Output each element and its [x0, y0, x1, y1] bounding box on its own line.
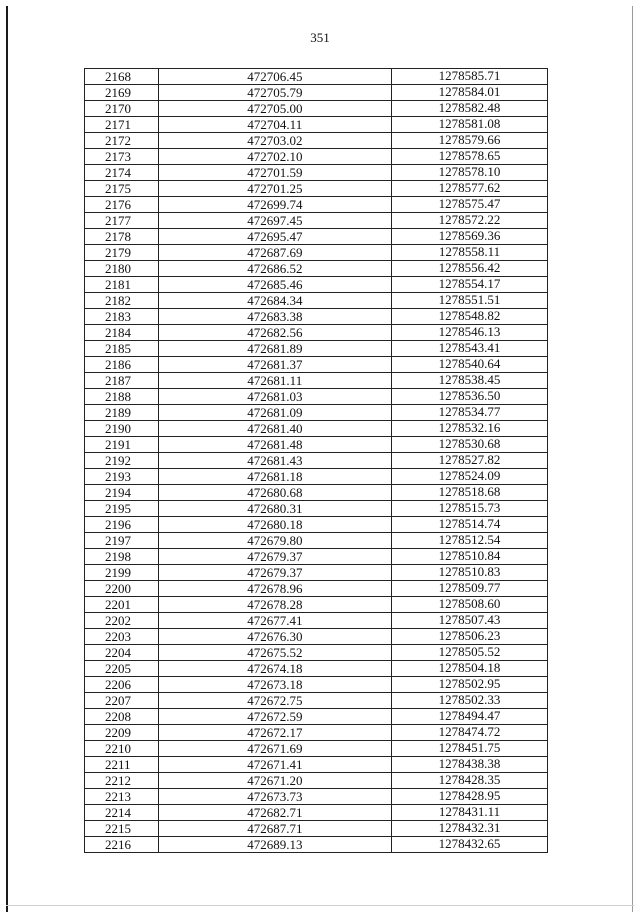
point-number-cell: 2188: [85, 389, 159, 405]
table-row: [85, 229, 548, 245]
table-row: [85, 661, 548, 677]
point-number-cell: 2210: [85, 741, 159, 757]
table-row: [85, 501, 548, 517]
x-coordinate-cell: 472680.18: [158, 517, 391, 533]
y-coordinate-cell: 1278508.60: [391, 597, 547, 613]
point-number-cell: 2181: [85, 277, 159, 293]
y-coordinate-cell: 1278515.73: [391, 501, 547, 517]
x-coordinate-cell: 472672.17: [158, 725, 391, 741]
table-row: [85, 277, 548, 293]
table-row: [85, 245, 548, 261]
point-number-cell: 2200: [85, 581, 159, 597]
y-coordinate-cell: 1278432.65: [391, 837, 547, 853]
table-row: [85, 421, 548, 437]
y-coordinate-cell: 1278524.09: [391, 469, 547, 485]
table-row: [85, 261, 548, 277]
table-row: [85, 677, 548, 693]
x-coordinate-cell: 472674.18: [158, 661, 391, 677]
point-number-cell: 2206: [85, 677, 159, 693]
y-coordinate-cell: 1278512.54: [391, 533, 547, 549]
point-number-cell: 2184: [85, 325, 159, 341]
point-number-cell: 2186: [85, 357, 159, 373]
x-coordinate-cell: 472680.68: [158, 485, 391, 501]
x-coordinate-cell: 472671.20: [158, 773, 391, 789]
point-number-cell: 2202: [85, 613, 159, 629]
y-coordinate-cell: 1278506.23: [391, 629, 547, 645]
table-row: [85, 789, 548, 805]
y-coordinate-cell: 1278510.84: [391, 549, 547, 565]
y-coordinate-cell: 1278554.17: [391, 277, 547, 293]
x-coordinate-cell: 472679.37: [158, 565, 391, 581]
table-row: [85, 117, 548, 133]
y-coordinate-cell: 1278518.68: [391, 485, 547, 501]
table-row: [85, 517, 548, 533]
point-number-cell: 2179: [85, 245, 159, 261]
y-coordinate-cell: 1278546.13: [391, 325, 547, 341]
x-coordinate-cell: 472679.80: [158, 533, 391, 549]
point-number-cell: 2177: [85, 213, 159, 229]
point-number-cell: 2215: [85, 821, 159, 837]
y-coordinate-cell: 1278502.33: [391, 693, 547, 709]
x-coordinate-cell: 472702.10: [158, 149, 391, 165]
scan-edge-line: [6, 905, 634, 906]
x-coordinate-cell: 472697.45: [158, 213, 391, 229]
point-number-cell: 2187: [85, 373, 159, 389]
x-coordinate-cell: 472703.02: [158, 133, 391, 149]
x-coordinate-cell: 472681.37: [158, 357, 391, 373]
table-row: [85, 133, 548, 149]
table-row: [85, 213, 548, 229]
table-row: [85, 437, 548, 453]
page-number: 351: [310, 30, 330, 45]
table-row: [85, 149, 548, 165]
point-number-cell: 2199: [85, 565, 159, 581]
table-row: [85, 533, 548, 549]
y-coordinate-cell: 1278569.36: [391, 229, 547, 245]
y-coordinate-cell: 1278505.52: [391, 645, 547, 661]
x-coordinate-cell: 472701.59: [158, 165, 391, 181]
point-number-cell: 2178: [85, 229, 159, 245]
table-row: [85, 469, 548, 485]
y-coordinate-cell: 1278575.47: [391, 197, 547, 213]
y-coordinate-cell: 1278510.83: [391, 565, 547, 581]
y-coordinate-cell: 1278451.75: [391, 741, 547, 757]
point-number-cell: 2176: [85, 197, 159, 213]
point-number-cell: 2174: [85, 165, 159, 181]
y-coordinate-cell: 1278502.95: [391, 677, 547, 693]
y-coordinate-cell: 1278514.74: [391, 517, 547, 533]
x-coordinate-cell: 472673.18: [158, 677, 391, 693]
table-row: [85, 69, 548, 85]
coordinates-table-body: [85, 69, 548, 853]
x-coordinate-cell: 472701.25: [158, 181, 391, 197]
x-coordinate-cell: 472704.11: [158, 117, 391, 133]
y-coordinate-cell: 1278507.43: [391, 613, 547, 629]
y-coordinate-cell: 1278558.11: [391, 245, 547, 261]
x-coordinate-cell: 472675.52: [158, 645, 391, 661]
y-coordinate-cell: 1278551.51: [391, 293, 547, 309]
table-row: [85, 197, 548, 213]
table-row: [85, 709, 548, 725]
point-number-cell: 2209: [85, 725, 159, 741]
table-row: [85, 773, 548, 789]
point-number-cell: 2183: [85, 309, 159, 325]
x-coordinate-cell: 472672.75: [158, 693, 391, 709]
point-number-cell: 2205: [85, 661, 159, 677]
point-number-cell: 2190: [85, 421, 159, 437]
y-coordinate-cell: 1278548.82: [391, 309, 547, 325]
y-coordinate-cell: 1278509.77: [391, 581, 547, 597]
x-coordinate-cell: 472672.59: [158, 709, 391, 725]
point-number-cell: 2216: [85, 837, 159, 853]
y-coordinate-cell: 1278581.08: [391, 117, 547, 133]
table-row: [85, 645, 548, 661]
x-coordinate-cell: 472706.45: [158, 69, 391, 85]
y-coordinate-cell: 1278538.45: [391, 373, 547, 389]
point-number-cell: 2180: [85, 261, 159, 277]
point-number-cell: 2212: [85, 773, 159, 789]
point-number-cell: 2201: [85, 597, 159, 613]
y-coordinate-cell: 1278572.22: [391, 213, 547, 229]
table-row: [85, 837, 548, 853]
x-coordinate-cell: 472681.48: [158, 437, 391, 453]
table-row: [85, 757, 548, 773]
y-coordinate-cell: 1278428.35: [391, 773, 547, 789]
point-number-cell: 2203: [85, 629, 159, 645]
point-number-cell: 2211: [85, 757, 159, 773]
y-coordinate-cell: 1278585.71: [391, 69, 547, 85]
point-number-cell: 2214: [85, 805, 159, 821]
x-coordinate-cell: 472678.96: [158, 581, 391, 597]
point-number-cell: 2172: [85, 133, 159, 149]
table-row: [85, 325, 548, 341]
y-coordinate-cell: 1278494.47: [391, 709, 547, 725]
table-row: [85, 597, 548, 613]
table-row: [85, 485, 548, 501]
x-coordinate-cell: 472676.30: [158, 629, 391, 645]
y-coordinate-cell: 1278530.68: [391, 437, 547, 453]
table-row: [85, 453, 548, 469]
point-number-cell: 2204: [85, 645, 159, 661]
table-row: [85, 725, 548, 741]
x-coordinate-cell: 472705.79: [158, 85, 391, 101]
table-row: [85, 389, 548, 405]
point-number-cell: 2189: [85, 405, 159, 421]
x-coordinate-cell: 472685.46: [158, 277, 391, 293]
point-number-cell: 2197: [85, 533, 159, 549]
x-coordinate-cell: 472681.89: [158, 341, 391, 357]
table-row: [85, 165, 548, 181]
table-row: [85, 805, 548, 821]
x-coordinate-cell: 472678.28: [158, 597, 391, 613]
point-number-cell: 2170: [85, 101, 159, 117]
table-row: [85, 101, 548, 117]
x-coordinate-cell: 472681.40: [158, 421, 391, 437]
point-number-cell: 2169: [85, 85, 159, 101]
point-number-cell: 2193: [85, 469, 159, 485]
y-coordinate-cell: 1278527.82: [391, 453, 547, 469]
y-coordinate-cell: 1278532.16: [391, 421, 547, 437]
point-number-cell: 2195: [85, 501, 159, 517]
table-row: [85, 629, 548, 645]
table-row: [85, 357, 548, 373]
x-coordinate-cell: 472681.43: [158, 453, 391, 469]
x-coordinate-cell: 472677.41: [158, 613, 391, 629]
y-coordinate-cell: 1278543.41: [391, 341, 547, 357]
x-coordinate-cell: 472679.37: [158, 549, 391, 565]
y-coordinate-cell: 1278540.64: [391, 357, 547, 373]
point-number-cell: 2198: [85, 549, 159, 565]
table-row: [85, 741, 548, 757]
point-number-cell: 2196: [85, 517, 159, 533]
x-coordinate-cell: 472683.38: [158, 309, 391, 325]
y-coordinate-cell: 1278534.77: [391, 405, 547, 421]
point-number-cell: 2213: [85, 789, 159, 805]
y-coordinate-cell: 1278431.11: [391, 805, 547, 821]
x-coordinate-cell: 472681.09: [158, 405, 391, 421]
x-coordinate-cell: 472681.03: [158, 389, 391, 405]
x-coordinate-cell: 472705.00: [158, 101, 391, 117]
y-coordinate-cell: 1278584.01: [391, 85, 547, 101]
x-coordinate-cell: 472681.11: [158, 373, 391, 389]
y-coordinate-cell: 1278536.50: [391, 389, 547, 405]
x-coordinate-cell: 472699.74: [158, 197, 391, 213]
table-row: [85, 341, 548, 357]
x-coordinate-cell: 472671.41: [158, 757, 391, 773]
y-coordinate-cell: 1278428.95: [391, 789, 547, 805]
y-coordinate-cell: 1278579.66: [391, 133, 547, 149]
point-number-cell: 2192: [85, 453, 159, 469]
table-row: [85, 821, 548, 837]
x-coordinate-cell: 472682.71: [158, 805, 391, 821]
table-row: [85, 549, 548, 565]
point-number-cell: 2182: [85, 293, 159, 309]
point-number-cell: 2185: [85, 341, 159, 357]
point-number-cell: 2168: [85, 69, 159, 85]
y-coordinate-cell: 1278577.62: [391, 181, 547, 197]
point-number-cell: 2191: [85, 437, 159, 453]
x-coordinate-cell: 472680.31: [158, 501, 391, 517]
y-coordinate-cell: 1278438.38: [391, 757, 547, 773]
point-number-cell: 2173: [85, 149, 159, 165]
x-coordinate-cell: 472695.47: [158, 229, 391, 245]
table-row: [85, 565, 548, 581]
y-coordinate-cell: 1278474.72: [391, 725, 547, 741]
point-number-cell: 2171: [85, 117, 159, 133]
table-row: [85, 693, 548, 709]
x-coordinate-cell: 472689.13: [158, 837, 391, 853]
table-row: [85, 293, 548, 309]
table-row: [85, 85, 548, 101]
x-coordinate-cell: 472681.18: [158, 469, 391, 485]
y-coordinate-cell: 1278504.18: [391, 661, 547, 677]
table-row: [85, 613, 548, 629]
coordinates-table: [84, 68, 548, 853]
table-row: [85, 181, 548, 197]
y-coordinate-cell: 1278578.10: [391, 165, 547, 181]
x-coordinate-cell: 472687.71: [158, 821, 391, 837]
x-coordinate-cell: 472671.69: [158, 741, 391, 757]
point-number-cell: 2207: [85, 693, 159, 709]
point-number-cell: 2208: [85, 709, 159, 725]
table-row: [85, 581, 548, 597]
x-coordinate-cell: 472673.73: [158, 789, 391, 805]
x-coordinate-cell: 472686.52: [158, 261, 391, 277]
y-coordinate-cell: 1278556.42: [391, 261, 547, 277]
point-number-cell: 2194: [85, 485, 159, 501]
y-coordinate-cell: 1278578.65: [391, 149, 547, 165]
point-number-cell: 2175: [85, 181, 159, 197]
y-coordinate-cell: 1278582.48: [391, 101, 547, 117]
x-coordinate-cell: 472687.69: [158, 245, 391, 261]
table-row: [85, 309, 548, 325]
table-row: [85, 373, 548, 389]
table-row: [85, 405, 548, 421]
x-coordinate-cell: 472682.56: [158, 325, 391, 341]
x-coordinate-cell: 472684.34: [158, 293, 391, 309]
y-coordinate-cell: 1278432.31: [391, 821, 547, 837]
